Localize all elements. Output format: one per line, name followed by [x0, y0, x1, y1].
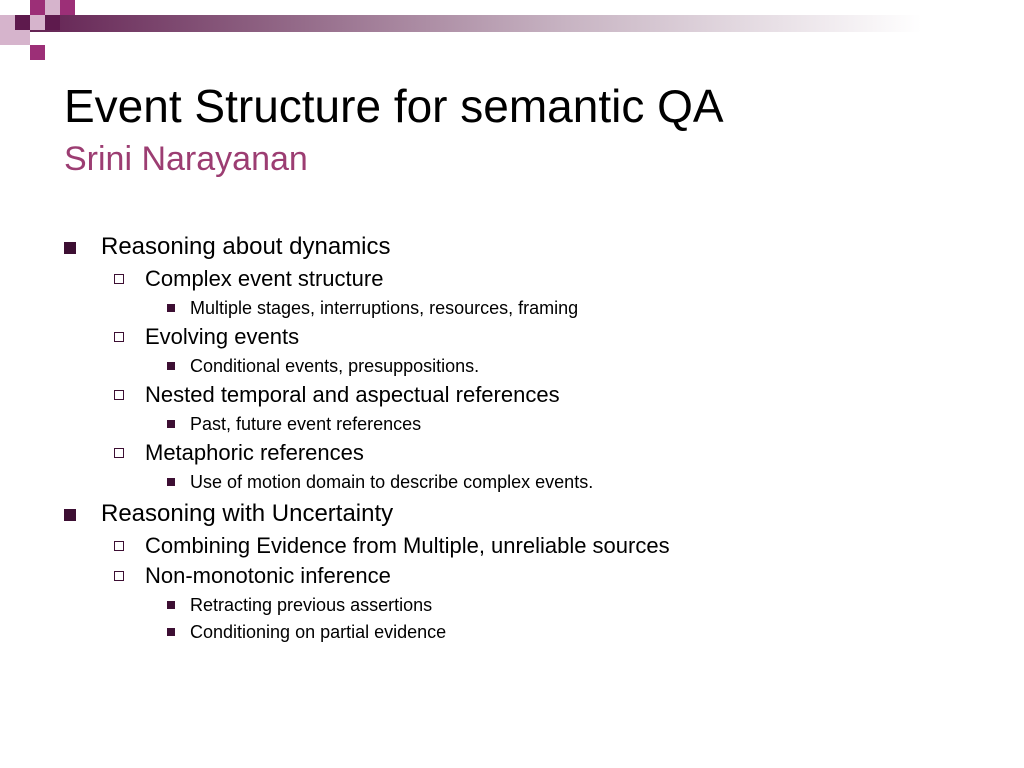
bullet-small-square-icon	[167, 478, 175, 486]
bullet-small-square-icon	[167, 601, 175, 609]
header-gradient-bar	[0, 15, 1024, 32]
slide-subtitle: Srini Narayanan	[64, 140, 308, 178]
bullet-level2: Nested temporal and aspectual references	[145, 382, 560, 407]
slide-title: Event Structure for semantic QA	[64, 80, 724, 132]
header-square-decoration	[0, 15, 15, 30]
bullet-hollow-square-icon	[114, 541, 124, 551]
header-square-decoration	[30, 45, 45, 60]
bullet-square-icon	[64, 509, 76, 521]
bullet-level2: Non-monotonic inference	[145, 563, 391, 588]
bullet-small-square-icon	[167, 304, 175, 312]
bullet-level3: Multiple stages, interruptions, resources, framing	[190, 298, 579, 318]
bullet-small-square-icon	[167, 420, 175, 428]
bullet-level3: Use of motion domain to describe complex events.	[190, 472, 594, 492]
bullet-square-icon	[64, 242, 76, 254]
bullet-hollow-square-icon	[114, 390, 124, 400]
bullet-small-square-icon	[167, 628, 175, 636]
header-square-decoration	[15, 30, 30, 45]
header-square-decoration	[45, 0, 60, 15]
bullet-level3: Past, future event references	[190, 414, 422, 434]
bullet-hollow-square-icon	[114, 332, 124, 342]
bullet-hollow-square-icon	[114, 571, 124, 581]
bullet-level1: Reasoning with Uncertainty	[101, 500, 394, 527]
bullet-level3: Conditioning on partial evidence	[190, 622, 447, 642]
header-square-decoration	[15, 15, 30, 30]
header-square-decoration	[45, 15, 60, 30]
header-square-decoration	[0, 30, 15, 45]
bullet-small-square-icon	[167, 362, 175, 370]
bullet-hollow-square-icon	[114, 448, 124, 458]
bullet-level3: Conditional events, presuppositions.	[190, 356, 480, 376]
header-square-decoration	[30, 0, 45, 15]
bullet-level2: Evolving events	[145, 324, 300, 349]
bullet-level3: Retracting previous assertions	[190, 595, 433, 615]
bullet-level2: Metaphoric references	[145, 440, 364, 465]
bullet-level2: Combining Evidence from Multiple, unreliable sources	[145, 533, 670, 558]
bullet-hollow-square-icon	[114, 274, 124, 284]
header-square-decoration	[30, 15, 45, 30]
header-square-decoration	[60, 0, 75, 15]
bullet-level1: Reasoning about dynamics	[101, 233, 391, 260]
bullet-level2: Complex event structure	[145, 266, 384, 291]
